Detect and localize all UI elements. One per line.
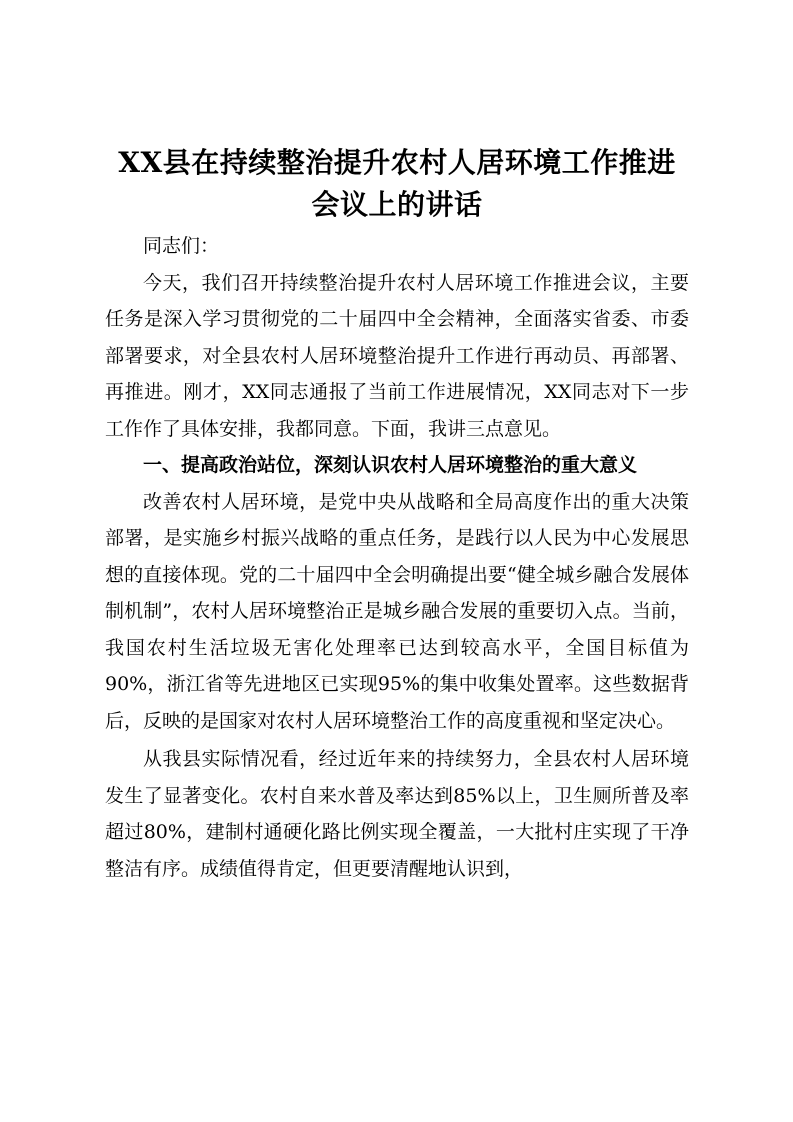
section-1-paragraph-2: 从我县实际情况看，经过近年来的持续努力，全县农村人居环境发生了显著变化。农村自来水普及率达到85%以上，卫生厕所普及率超过80%，建制村通硬化路比例实现全覆盖，一大批村庄实现了干净整洁有序。成绩值得肯定，但更要清醒地认识到，: [105, 748, 689, 880]
intro-paragraph: 今天，我们召开持续整治提升农村人居环境工作推进会议，主要任务是深入学习贯彻党的二十届四中全会精神，全面落实省委、市委部署要求，对全县农村人居环境整治提升工作进行再动员、再部署、再推进。刚才，XX同志通报了当前工作进展情况，XX同志对下一步工作作了具体安排，我都同意。下面，我讲三点意见。: [105, 271, 689, 440]
section-1-paragraph-1: 改善农村人居环境，是党中央从战略和全局高度作出的重大决策部署，是实施乡村振兴战略的重点任务，是践行以人民为中心发展思想的直接体现。党的二十届四中全会明确提出要“健全城乡融合发展体制机制”，农村人居环境整治正是城乡融合发展的重要切入点。当前，我国农村生活垃圾无害化处理率已达到较高水平，全国目标值为90%，浙江省等先进地区已实现95%的集中收集处置率。这些数据背后，反映的是国家对农村人居环境整治工作的高度重视和坚定决心。: [105, 490, 689, 732]
salutation: 同志们：: [143, 235, 220, 257]
document-body: [105, 142, 689, 887]
document-title: XX县在持续整治提升农村人居环境工作推进会议上的讲话: [118, 146, 676, 221]
section-heading-1: 一、提高政治站位，深刻认识农村人居环境整治的重大意义: [143, 454, 638, 476]
